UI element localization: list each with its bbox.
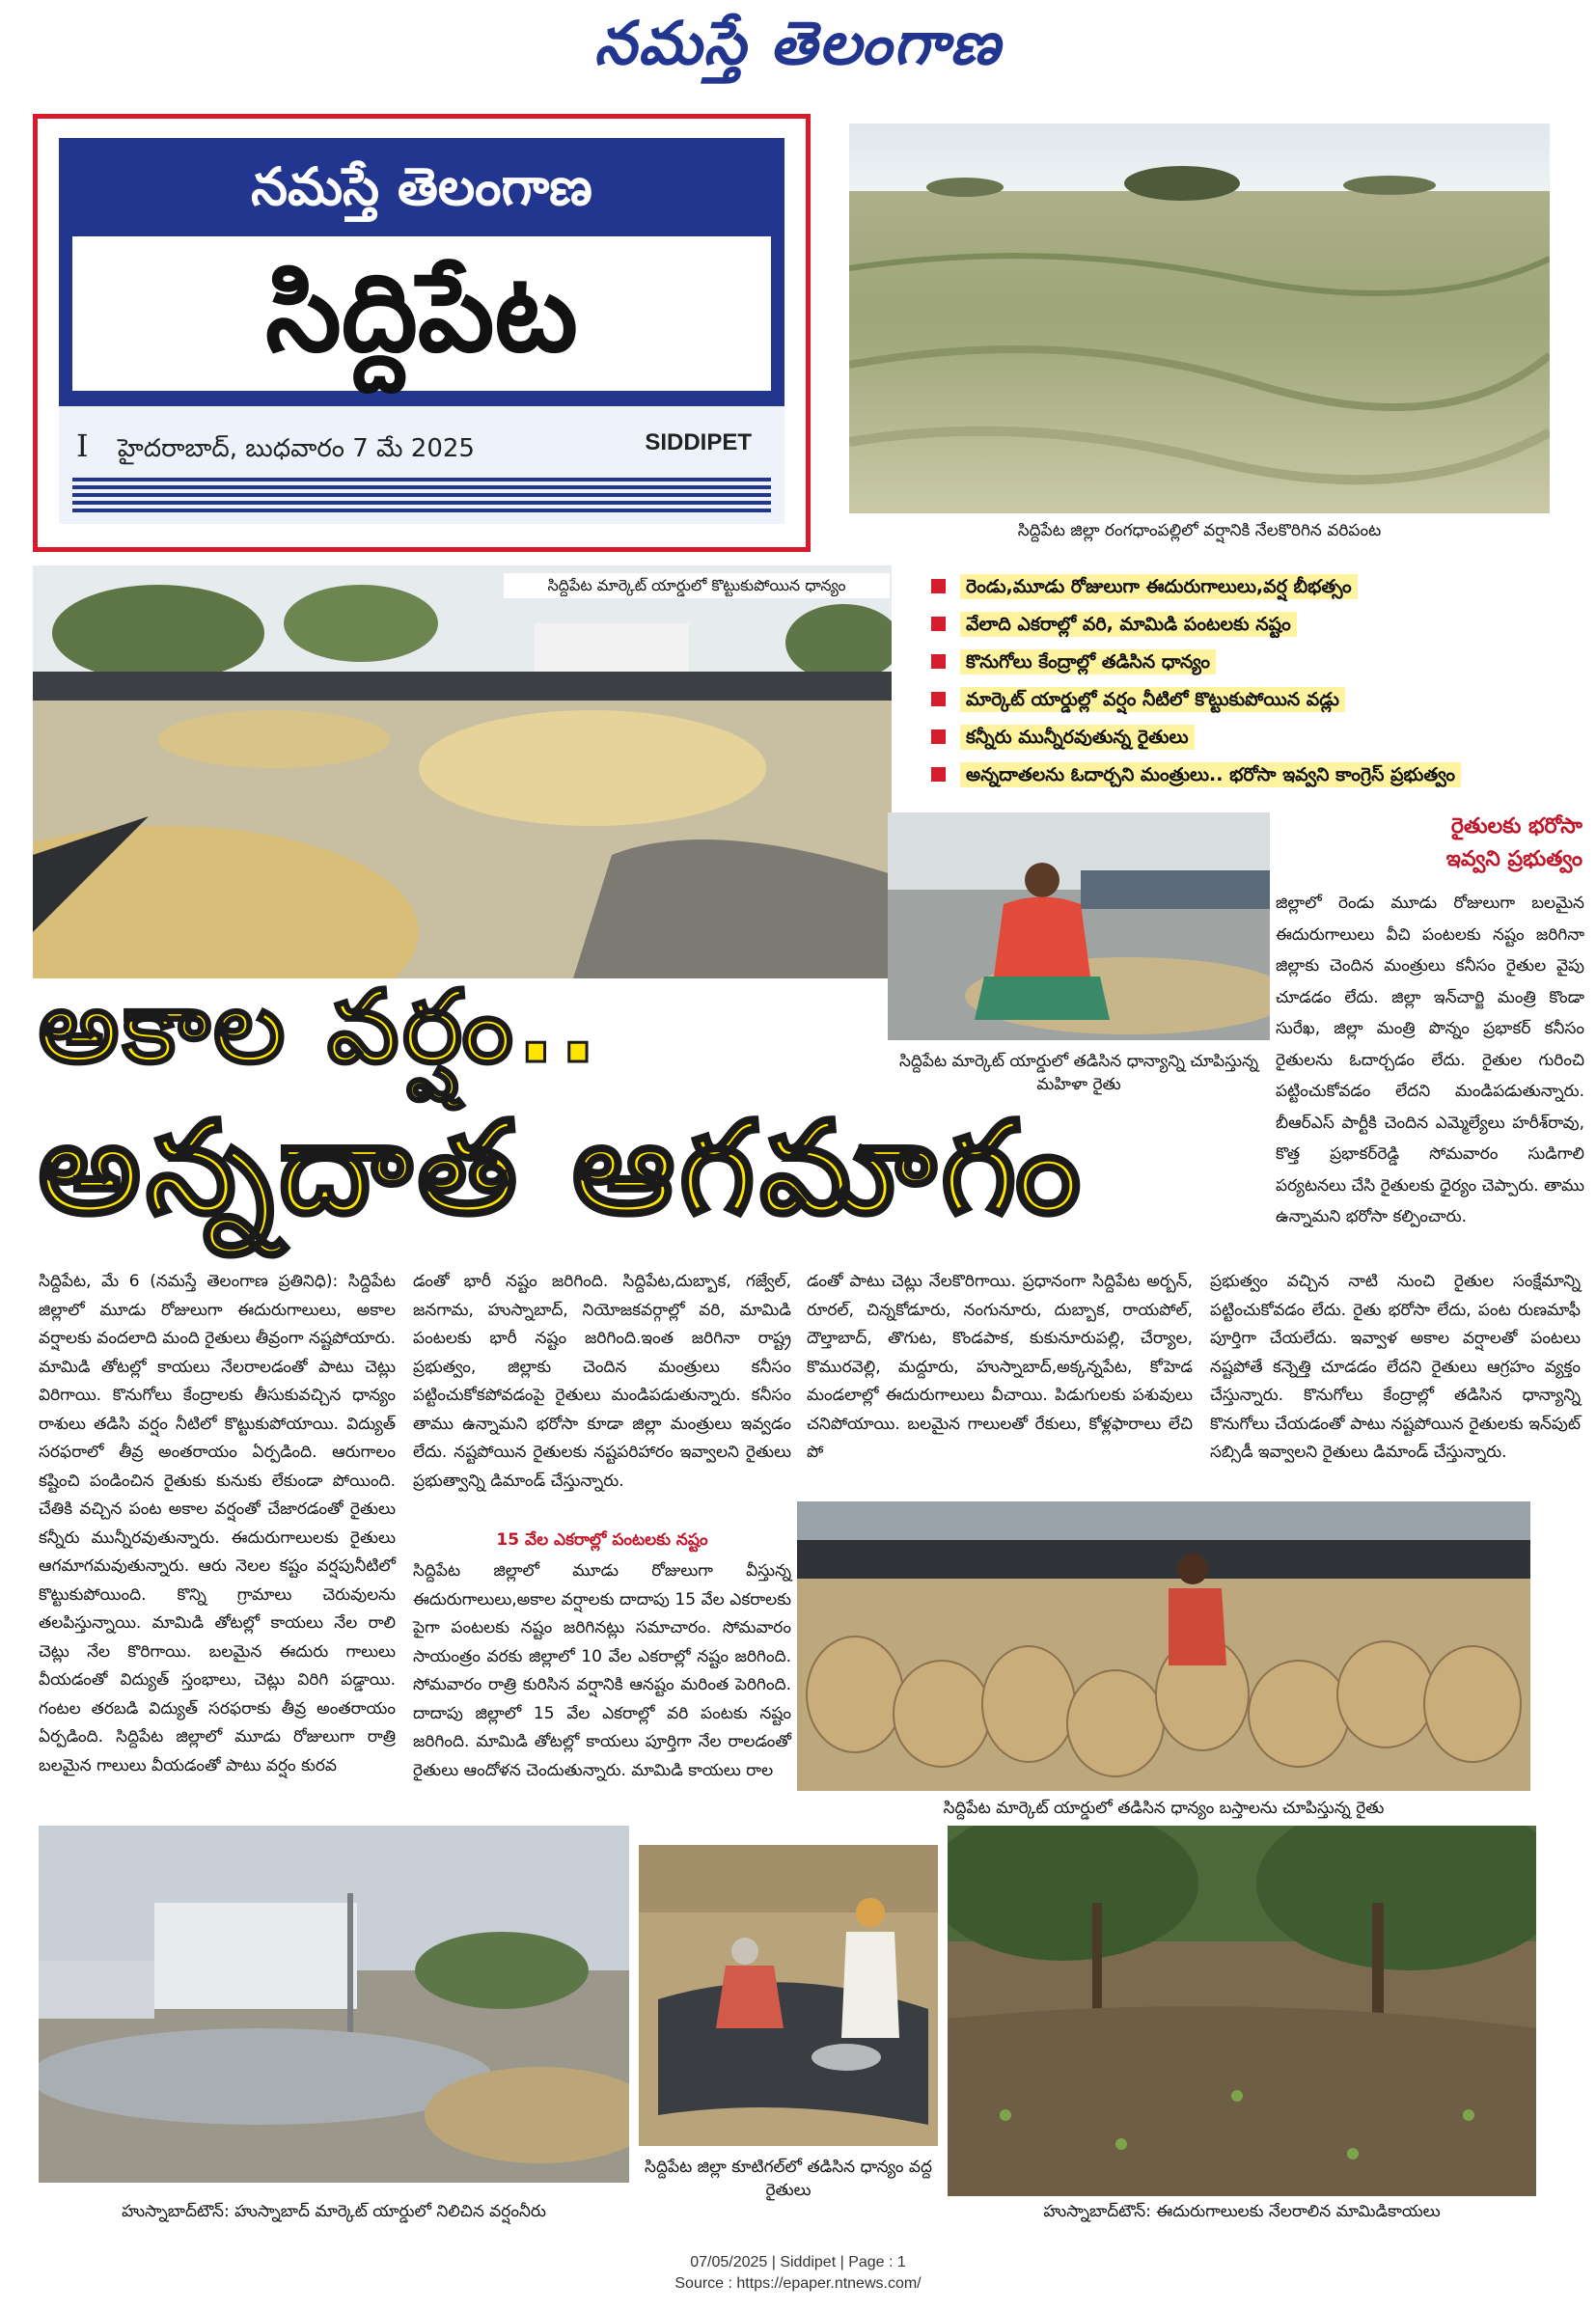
rain-water-photo <box>39 1826 629 2183</box>
highlight-item: మార్కెట్ యార్డుల్లో వర్షం నీటిలో కొట్టుకుపోయిన వడ్లు <box>931 682 1587 717</box>
section-number: I <box>76 427 89 464</box>
footer-source: Source : https://epaper.ntnews.com/ <box>674 2275 922 2292</box>
edition-code: SIDDIPET <box>645 429 752 455</box>
field-photo-caption: సిద్దిపేట జిల్లా రంగధాంపల్లిలో వర్షానికి నేలకొరిగిన వరిపంట <box>1017 521 1382 540</box>
highlights-list <box>931 569 1587 795</box>
grain-sacks-photo <box>797 1501 1530 1791</box>
mango-caption: హుస్నాబాద్‌టౌన్: ఈదురుగాలులకు నేలరాలిన మామిడికాయలు <box>1043 2202 1441 2221</box>
article-column-1: సిద్దిపేట, మే 6 (నమస్తే తెలంగాణ ప్రతినిధి): సిద్దిపేట జిల్లాలో మూడు రోజులుగా ఈదురుగాలులు, అకాల వర్షాలకు వందలాది మంది రైతులు తీవ్రంగా నష్టపోయారు. మామిడి తోటల్లో కాయలు నేలరాలడంతో పాటు చెట్లు విరిగాయి. కొనుగోలు కేంద్రాలకు తీసుకువచ్చిన ధాన్యం రాశులు తడిసి వర్షం నీటిలో కొట్టుకుపోయాయి. విద్యుత్ సరఫరాలో తీవ్ర అంతరాయం ఏర్పడింది. ఆరుగాలం కష్టించి పండించిన రైతుకు కునుకు లేకుండా పోయింది. చేతికి వచ్చిన పంట అకాల వర్షంతో చేజారడంతో రైతులు కన్నీరు మున్నీరవుతున్నారు. ఈదురుగాలులకు రైతులు ఆగమాగమవుతున్నారు. ఆరు నెలల కష్టం వర్షపునీటిలో కొట్టుకుపోయింది. కొన్ని గ్రామాలు చెరువులను తలపిస్తున్నాయి. మామిడి తోటల్లో కాయలు నేల రాలి చెట్లు నేల కొరిగాయి. బలమైన ఈదురు గాలులు వీయడంతో విద్యుత్ స్తంభాలు, చెట్లు విరిగి పడ్డాయి. గంటల తరబడి విద్యుత్ సరఫరాకు తీవ్ర అంతరాయం ఏర్పడింది. సిద్దిపేట జిల్లాలో మూడు రోజులుగా రాత్రి బలమైన గాలులు వీయడంతో పాటు వర్షం కురవ <box>39 1272 396 1775</box>
side-story-heading <box>1293 811 1582 876</box>
dateline-text: హైదరాబాద్, బుధవారం 7 మే 2025 <box>117 434 475 463</box>
farmers-photo <box>639 1845 938 2146</box>
highlight-item: రెండు,మూడు రోజులుగా ఈదురుగాలులు,వర్ష బీభత్సం <box>931 569 1587 604</box>
edition-header <box>33 114 811 552</box>
masthead: నమస్తే తెలంగాణ <box>593 8 1003 78</box>
article-subhead: 15 వేల ఎకరాల్లో పంటలకు నష్టం <box>496 1530 708 1550</box>
mango-photo <box>948 1826 1536 2196</box>
rain-water-caption: హుస్నాబాద్‌టౌన్: హుస్నాబాద్ మార్కెట్ యార్డులో నిలిచిన వర్షంనీరు <box>122 2202 546 2221</box>
article-column-3: డంతో పాటు చెట్లు నేలకొరిగాయి. ప్రధానంగా సిద్దిపేట అర్బన్, రూరల్, చిన్నకోడూరు, నంగునూరు, దుబ్బాక, రాయపోల్, దౌల్తాబాద్, తొగుట, కొండపాక, కుకునూరుపల్లి, చేర్యాల, కొమురవెల్లి, మద్దూరు, హుస్నాబాద్,అక్కన్నపేట, కోహెడ మండలాల్లో ఈదురుగాలులు వీచాయి. పిడుగులకు పశువులు చనిపోయాయి. బలమైన గాలులతో రేకులు, కోళ్లఫారాలు లేచి పో <box>807 1272 1193 1462</box>
side-heading-line2: ఇవ్వని ప్రభుత్వం <box>1445 847 1582 871</box>
farmers-caption: సిద్దిపేట జిల్లా కూటిగల్‌లో తడిసిన ధాన్యం వద్ద రైతులు <box>645 2158 932 2200</box>
highlight-item: కన్నీరు మున్నీరవుతున్న రైతులు <box>931 720 1587 755</box>
highlight-item: వేలాది ఎకరాల్లో వరి, మామిడి పంటలకు నష్టం <box>931 607 1587 642</box>
article-column-4: ప్రభుత్వం వచ్చిన నాటి నుంచి రైతుల సంక్షేమాన్ని పట్టించుకోవడం లేదు. రైతు భరోసా లేదు, పంట రుణమాఫీ పూర్తిగా చేయలేదు. ఇవ్వాళ అకాల వర్షాలతో పంటలు నష్టపోతే కన్నెత్తి చూడడం లేదని రైతులు ఆగ్రహం వ్యక్తం చేస్తున్నారు. కొనుగోలు కేంద్రాల్లో తడిసిన ధాన్యాన్ని కొనుగోలు చేయడంతో పాటు నష్టపోయిన రైతులకు ఇన్‌పుట్ సబ్సిడీ ఇవ్వాలని రైతులు డిమాండ్ చేస్తున్నారు. <box>1210 1272 1581 1462</box>
article-column-2b: సిద్దిపేట జిల్లాలో మూడు రోజులుగా వీస్తున్న ఈదురుగాలులు,అకాల వర్షాలకు దాదాపు 15 వేల ఎకరాలకు పైగా పంటలకు నష్టం జరిగినట్లు సమాచారం. సోమవారం సాయంత్రం వరకు జిల్లాలో 10 వేల ఎకరాల్లో నష్టం జరిగింది. సోమవారం రాత్రి కురిసిన వర్షానికి ఆనష్టం మరింత పెరిగింది. దాదాపు జిల్లాలో 15 వేల ఎకరాల్లో వరి పంటకు నష్టం జరిగింది. మామిడి తోటల్లో కాయలు పూర్తిగా నేల రాలడంతో రైతులు ఆందోళన చెందుతున్నారు. మామిడి కాయలు రాల <box>413 1561 791 1780</box>
page-footer <box>0 2252 1596 2295</box>
woman-farmer-caption: సిద్దిపేట మార్కెట్ యార్డులో తడిసిన ధాన్యాన్ని చూపిస్తున్న మహిళా రైతు <box>898 1052 1259 1094</box>
grain-sacks-caption: సిద్దిపేట మార్కెట్ యార్డులో తడిసిన ధాన్యం బస్తాలను చూపిస్తున్న రైతు <box>943 1799 1385 1818</box>
header-stripes <box>72 478 771 512</box>
field-photo <box>849 124 1550 513</box>
woman-farmer-photo <box>888 812 1270 1040</box>
market-yard-photo <box>33 565 892 978</box>
highlight-item: కొనుగోలు కేంద్రాల్లో తడిసిన ధాన్యం <box>931 645 1587 679</box>
edition-name: సిద్దిపేట <box>265 251 578 376</box>
headline-kicker: అకాల వర్షం.. <box>39 968 601 1086</box>
side-heading-line1: రైతులకు భరోసా <box>1450 814 1582 839</box>
footer-page-info: 07/05/2025 | Siddipet | Page : 1 <box>690 2254 906 2270</box>
paper-name: నమస్తే తెలంగాణ <box>251 155 592 217</box>
highlight-item: అన్నదాతలను ఓదార్చని మంత్రులు.. భరోసా ఇవ్వని కాంగ్రెస్ ప్రభుత్వం <box>931 757 1587 792</box>
article-column-2a: డంతో భారీ నష్టం జరిగింది. సిద్దిపేట,దుబ్బాక, గజ్వేల్, జనగామ, హుస్నాబాద్, నియోజకవర్గాల్లో వరి, మామిడి పంటలకు భారీ నష్టం జరిగింది.ఇంత జరిగినా రాష్ట్ర ప్రభుత్వం, జిల్లాకు చెందిన మంత్రులు కనీసం పట్టించుకోకపోవడంపై రైతులు మండిపడుతున్నారు. కనీసం తాము ఉన్నామని భరోసా కూడా జిల్లా మంత్రులు ఇవ్వడం లేదు. నష్టపోయిన రైతులకు నష్టపరిహారం ఇవ్వాలని రైతులు ప్రభుత్వాన్ని డిమాండ్ చేస్తున్నారు. <box>413 1272 791 1491</box>
side-story-body: జిల్లాలో రెండు మూడు రోజులుగా బలమైన ఈదురుగాలులు వీచి పంటలకు నష్టం జరిగినా జిల్లాకు చెందిన మంత్రులు కనీసం రైతుల వైపు చూడడం లేదు. జిల్లా ఇన్‌చార్జి మంత్రి కొండా సురేఖ, జిల్లా మంత్రి పొన్నం ప్రభాకర్ కనీసం రైతులను ఓదార్చడం లేదు. రైతుల గురించి పట్టించుకోవడం లేదని మండిపడుతున్నారు. బీఆర్ఎస్ పార్టీకి చెందిన ఎమ్మెల్యేలు హరీశ్‌రావు, కొత్త ప్రభాకర్‌రెడ్డి సోమవారం సుడిగాలి పర్యటనలు చేసి రైతులకు ధైర్యం చెప్పారు. తాము ఉన్నామని భరోసా కల్పించారు. <box>1276 894 1584 1226</box>
headline-main: అన్నదాత ఆగమాగం <box>39 1094 1087 1243</box>
market-yard-caption: సిద్దిపేట మార్కెట్ యార్డులో కొట్టుకుపోయిన ధాన్యం <box>504 573 890 598</box>
